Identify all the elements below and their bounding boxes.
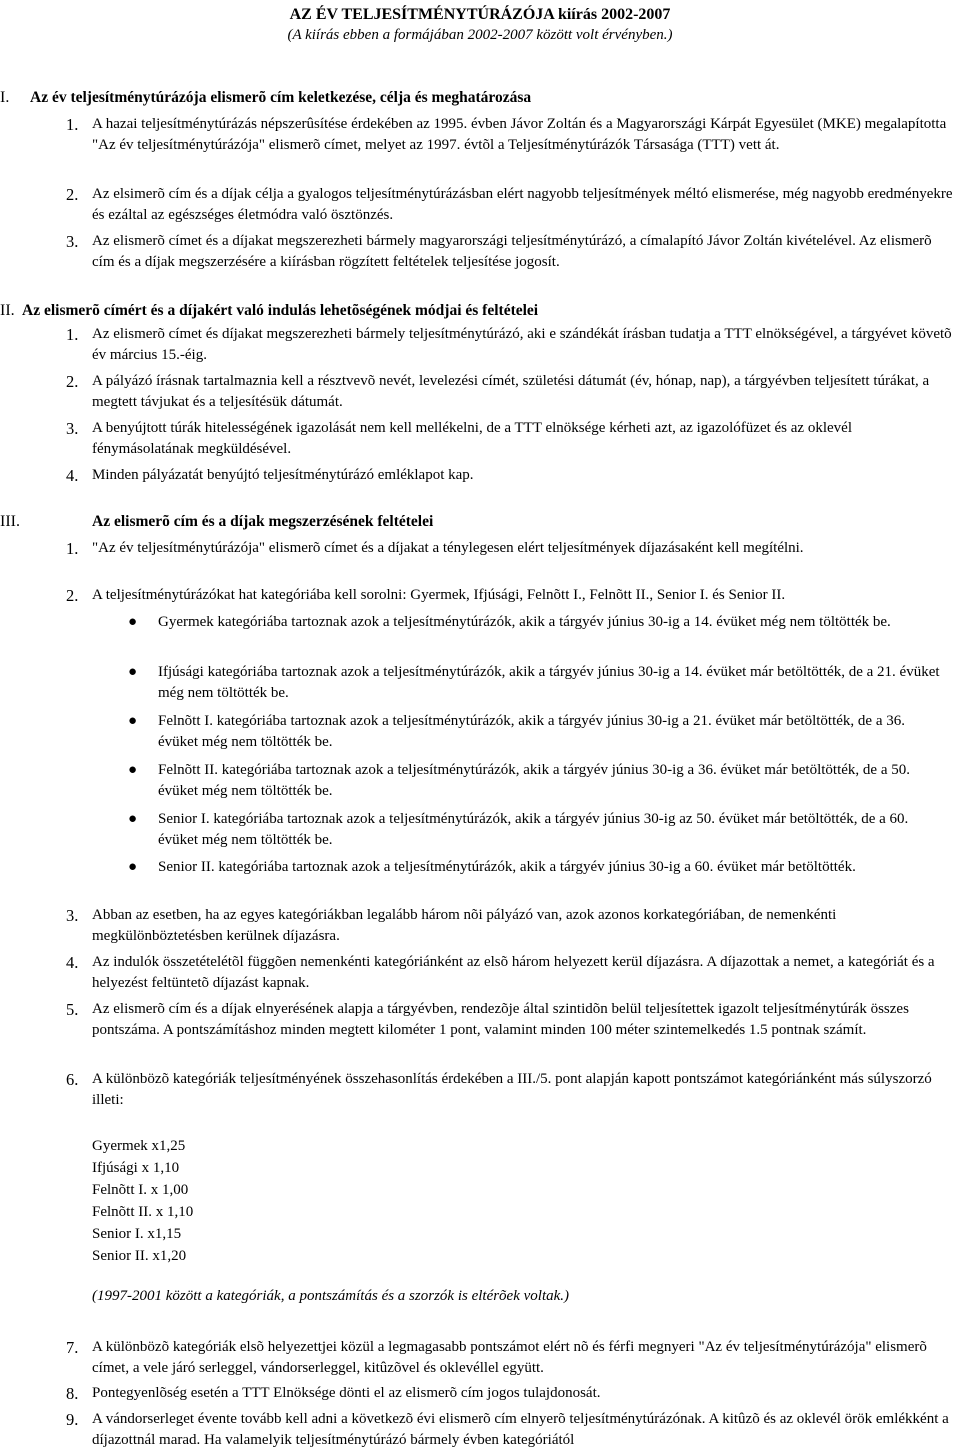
list-item [66, 1069, 956, 1111]
bullet-text: Senior I. kategóriába tartoznak azok a teljesítménytúrázók, akik a tárgyév június 30-ig az 50. évüket már betöltötték, de a 60. évüket még nem töltötték be. [158, 811, 909, 848]
bullet-text: Gyermek kategóriába tartoznak azok a teljesítménytúrázók, akik a tárgyév június 30-ig a 14. évüket még nem töltötték be. [158, 614, 891, 630]
section-heading-3 [0, 511, 433, 532]
section-number: II. [0, 302, 15, 319]
item-text: "Az év teljesítménytúrázója" elismerõ címet és a díjakat a ténylegesen elért teljesítmények díjazásaként kell megítélni. [92, 540, 804, 556]
item-number: 4. [66, 466, 79, 485]
item-text: Minden pályázatát benyújtó teljesítménytúrázó emléklapot kap. [92, 467, 474, 483]
item-text: A különbözõ kategóriák elsõ helyezettjei közül a legmagasabb pontszámot elért nõ és férfi megnyeri "Az év teljesítménytúrázója" elismerõ címet, a vele járó serleggel, vándorserleggel, kitûzõvel és oklevéllel együtt. [92, 1339, 927, 1376]
list-item [66, 1409, 956, 1451]
bullet-item: ● Senior I. kategóriába tartoznak azok a teljesítménytúrázók, akik a tárgyév június 30-ig az 50. évüket már betöltötték, de a 60. évüket még nem töltötték be. [128, 809, 948, 851]
item-number: 2. [66, 372, 79, 391]
item-text: Az elismerõ cím és a díjak elnyerésének alapja a tárgyévben, rendezõje által szintidõn belül teljesítettek igazolt teljesítménytúrák összes pontszáma. A pontszámításhoz minden megtett kilométer 1 pont, valamint minden 100 méter szintemelkedés 1.5 pontnak számít. [92, 1001, 909, 1038]
list-item [66, 465, 956, 486]
list-item [66, 999, 956, 1041]
item-text: Az indulók összetételétõl függõen nemenkénti kategóriánként az elsõ három helyezett kerül díjazásra. A díjazottak a nemet, a kategóriát és a helyezést feltüntetõ díjazást kapnak. [92, 954, 935, 991]
list-item [66, 952, 956, 994]
item-text: A különbözõ kategóriák teljesítményének összehasonlítás érdekében a III./5. pont alapján kapott pontszámot kategóriánként más súlyszorzó illeti: [92, 1071, 932, 1108]
section-title: Az év teljesítménytúrázója elismerõ cím keletkezése, célja és meghatározása [30, 89, 532, 106]
item-number: 6. [66, 1070, 79, 1089]
list-item [66, 418, 956, 460]
item-text: A benyújtott túrák hitelességének igazolását nem kell mellékelni, de a TTT elnöksége kérheti azt, az igazolófüzet és az oklevél fénymásolatának megküldésével. [92, 420, 852, 457]
item-number: 9. [66, 1410, 79, 1429]
item-number: 5. [66, 1000, 79, 1019]
list-item [66, 585, 956, 606]
item-text: Az elsimerõ cím és a díjak célja a gyalogos teljesítménytúrázásban elért nagyobb teljesítmények méltó elismerése, még nagyobb eredményekre és ezáltal az egészséges életmódra való ösztönzés. [92, 186, 953, 223]
section-heading-2 [0, 300, 538, 321]
list-item [66, 324, 956, 366]
bullet-text: Felnõtt II. kategóriába tartoznak azok a teljesítménytúrázók, akik a tárgyév június 30-ig a 36. évüket már betöltötték, de a 50. évüket még nem töltötték be. [158, 762, 910, 799]
item-number: 7. [66, 1338, 79, 1357]
item-text: Az elismerõ címet és díjakat megszerezheti bármely teljesítménytúrázó, aki e szándékát írásban tudatja a TTT elnökségével, a tárgyévet követõ év március 15.-éig. [92, 326, 952, 363]
item-number: 3. [66, 906, 79, 925]
item-text: A teljesítménytúrázókat hat kategóriába kell sorolni: Gyermek, Ifjúsági, Felnõtt I., Felnõtt II., Senior I. és Senior II. [92, 587, 786, 603]
document-subtitle: (A kiírás ebben a formájában 2002-2007 között volt érvényben.) [287, 27, 673, 43]
weight-line: Senior II. x1,20 [92, 1248, 187, 1264]
bullet-item: ● Gyermek kategóriába tartoznak azok a teljesítménytúrázók, akik a tárgyév június 30-ig a 14. évüket még nem töltötték be. [128, 612, 948, 633]
weight-line: Felnõtt II. x 1,10 [92, 1204, 194, 1220]
section-heading-1 [0, 87, 531, 108]
item-number: 1. [66, 539, 79, 558]
document-title: AZ ÉV TELJESÍTMÉNYTÚRÁZÓJA kiírás 2002-2007 [289, 6, 671, 23]
list-item [66, 1337, 956, 1379]
item-number: 1. [66, 325, 79, 344]
list-item [66, 905, 956, 947]
list-item [66, 1383, 956, 1404]
weight-line: Senior I. x1,15 [92, 1226, 182, 1242]
item-number: 8. [66, 1384, 79, 1403]
bullet-item: ● Felnõtt II. kategóriába tartoznak azok a teljesítménytúrázók, akik a tárgyév június 30-ig a 36. évüket már betöltötték, de a 50. évüket még nem töltötték be. [128, 760, 948, 802]
bullet-item: ● Senior II. kategóriába tartoznak azok a teljesítménytúrázók, akik a tárgyév június 30-ig a 60. évüket már betöltötték. [128, 857, 948, 878]
item-number: 3. [66, 419, 79, 438]
historical-note: (1997-2001 között a kategóriák, a pontszámítás és a szorzók is eltérõek voltak.) [92, 1288, 570, 1304]
item-text: A vándorserleget évente tovább kell adni a következõ évi elismerõ cím elnyerõ teljesítménytúrázónak. A kitûzõ és az oklevél örök emlékként a díjazottnál marad. Ha valamelyik teljesítménytúrázó bármely évben kategóriától [92, 1411, 949, 1448]
weight-line: Gyermek x1,25 [92, 1138, 186, 1154]
bullet-item: ● Ifjúsági kategóriába tartoznak azok a teljesítménytúrázók, akik a tárgyév június 30-ig a 14. évüket már betöltötték, de a 21. évüket még nem töltötték be. [128, 662, 948, 704]
list-item [66, 538, 956, 559]
item-text: Abban az esetben, ha az egyes kategóriákban legalább három nõi pályázó van, azok azonos korkategóriában, de nemenkénti megkülönböztetésben kerülnek díjazásra. [92, 907, 837, 944]
bullet-item: ● Felnõtt I. kategóriába tartoznak azok a teljesítménytúrázók, akik a tárgyév június 30-ig a 21. évüket már betöltötték, de a 36. évüket még nem töltötték be. [128, 711, 948, 753]
item-number: 4. [66, 953, 79, 972]
item-text: A pályázó írásnak tartalmaznia kell a résztvevõ nevét, levelezési címét, születési dátumát (év, hónap, nap), a tárgyévben teljesített túrákat, a megtett távjukat és a teljesítésük dátumát. [92, 373, 930, 410]
item-text: Az elismerõ címet és a díjakat megszerezheti bármely magyarországi teljesítménytúrázó, a címalapító Jávor Zoltán kivételével. Az elismerõ cím és a díjak megszerzésére a kiírásban rögzített feltételek teljesítése jogosít. [92, 233, 932, 270]
bullet-text: Ifjúsági kategóriába tartoznak azok a teljesítménytúrázók, akik a tárgyév június 30-ig a 14. évüket már betöltötték, de a 21. évüket még nem töltötték be. [158, 664, 940, 701]
section-number: III. [0, 513, 20, 530]
list-item [66, 184, 956, 226]
item-text: Pontegyenlõség esetén a TTT Elnöksége dönti el az elismerõ cím jogos tulajdonosát. [92, 1385, 601, 1401]
list-item [66, 114, 956, 156]
weight-line: Felnõtt I. x 1,00 [92, 1182, 189, 1198]
bullet-text: Senior II. kategóriába tartoznak azok a teljesítménytúrázók, akik a tárgyév június 30-ig a 60. évüket már betöltötték. [158, 859, 856, 875]
list-item [66, 371, 956, 413]
item-number: 3. [66, 232, 79, 251]
item-number: 2. [66, 185, 79, 204]
item-number: 1. [66, 115, 79, 134]
item-text: A hazai teljesítménytúrázás népszerûsítése érdekében az 1995. évben Jávor Zoltán és a Magyarországi Kárpát Egyesület (MKE) megalapította "Az év teljesítménytúrázója" elismerõ címet, melyet az 1997. évtõl a Teljesítménytúrázók Társasága (TTT) vett át. [92, 116, 947, 153]
item-number: 2. [66, 586, 79, 605]
section-title: Az elismerõ cím és a díjak megszerzésének feltételei [92, 513, 434, 530]
bullet-text: Felnõtt I. kategóriába tartoznak azok a teljesítménytúrázók, akik a tárgyév június 30-ig a 21. évüket már betöltötték, de a 36. évüket még nem töltötték be. [158, 713, 905, 750]
section-number: I. [0, 89, 10, 106]
list-item [66, 231, 956, 273]
section-title: Az elismerõ címért és a díjakért való indulás lehetõségének módjai és feltételei [22, 302, 539, 319]
weight-line: Ifjúsági x 1,10 [92, 1160, 180, 1176]
